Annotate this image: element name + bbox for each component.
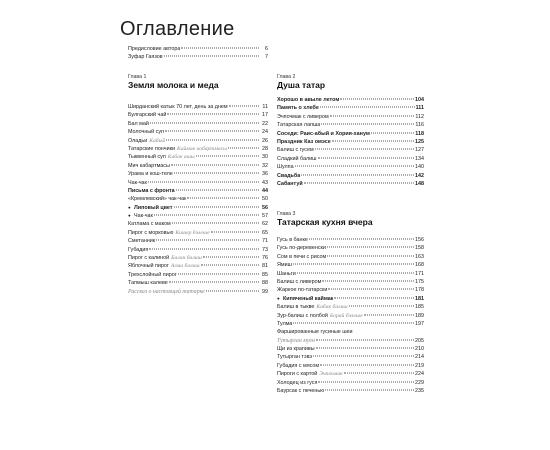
toc-entry-title: «Кремлевский» чак-чак <box>128 196 187 203</box>
toc-entry-page: 7 <box>265 54 268 61</box>
dot-leader <box>309 239 414 240</box>
toc-entry-page: 189 <box>415 312 424 319</box>
toc-entry-title: ●Чак-чак <box>128 212 153 220</box>
dot-leader <box>349 306 414 307</box>
toc-entry-title: Урама и кош-теле <box>128 171 173 178</box>
toc-entry <box>128 179 268 187</box>
toc-entry-title: Пирог с морковью Кишер бэлеше <box>128 229 210 236</box>
toc-entry-title: Шаньги <box>277 270 296 277</box>
dot-leader <box>166 139 259 140</box>
dot-leader <box>176 189 259 190</box>
toc-entry-page: 81 <box>262 263 268 270</box>
toc-entry-title: Сабантуй <box>277 180 303 187</box>
toc-entry <box>277 96 424 104</box>
toc-entry <box>277 312 424 320</box>
toc-entry <box>128 237 268 245</box>
toc-entry-title: Балиш в тыкве Кабак балиш <box>277 304 348 311</box>
toc-entry-page: 17 <box>262 112 268 119</box>
toc-entry-title: Губадия <box>128 246 149 253</box>
toc-entry-page: 178 <box>415 287 424 294</box>
dot-leader <box>206 290 259 291</box>
dot-leader <box>172 223 259 224</box>
dot-leader <box>297 272 414 273</box>
dot-leader <box>318 381 414 382</box>
toc-entry <box>277 253 424 261</box>
toc-entry <box>128 229 268 237</box>
dot-leader <box>201 265 259 266</box>
toc-entry-title: Губадия с мясом <box>277 362 320 369</box>
toc-entry-title: Праздник Каз омэсе <box>277 138 331 145</box>
toc-entry-page: 99 <box>262 288 268 295</box>
toc-entry-page: 197 <box>415 320 424 327</box>
toc-entry-page: 44 <box>262 187 268 194</box>
dot-leader <box>313 356 414 357</box>
chapter-2-title: Душа татар <box>277 80 326 90</box>
dot-leader <box>164 56 259 57</box>
dot-leader <box>187 198 259 199</box>
toc-entry-title: Татарская лапша <box>277 122 321 129</box>
toc-entry <box>277 236 424 244</box>
toc-entry-title: Яблочный пирог Алма балиш <box>128 263 200 270</box>
toc-entry-page: 140 <box>415 164 424 171</box>
toc-entry <box>128 279 268 287</box>
toc-entry <box>128 271 268 279</box>
chapter-3-heading <box>277 211 424 227</box>
dot-leader <box>330 115 415 116</box>
dot-leader <box>304 182 414 183</box>
dot-leader <box>293 264 414 265</box>
toc-entry-title: Трехслойный пирог <box>128 271 177 278</box>
toc-entry-title: Балиш с гусем <box>277 147 314 154</box>
dot-leader <box>148 181 259 182</box>
toc-entry <box>277 320 424 328</box>
dot-leader <box>364 314 414 315</box>
toc-entry-title: Холодец из гуся <box>277 379 318 386</box>
toc-entry <box>277 303 424 311</box>
toc-entry-page: 73 <box>262 246 268 253</box>
toc-entry-title: Оладьи Кабый <box>128 137 166 144</box>
toc-entry <box>277 379 424 387</box>
toc-entry-title: Фаршированные гусиные шеи <box>277 329 353 336</box>
dot-leader <box>316 348 414 349</box>
toc-entry-page: 112 <box>415 113 424 120</box>
toc-entry <box>128 254 268 262</box>
toc-entry-alt-title: Кишер бэлеше <box>175 229 210 236</box>
dot-leader <box>328 289 414 290</box>
toc-entry <box>277 146 424 154</box>
toc-entry-title: Татарские пончики Каймак кабартмасы <box>128 145 227 152</box>
dot-leader <box>154 215 259 216</box>
toc-entry-page: 142 <box>415 172 424 179</box>
toc-entry-page: 65 <box>262 229 268 236</box>
toc-entry-page: 24 <box>262 129 268 136</box>
toc-entry <box>128 153 268 161</box>
toc-entry-title: Бал май <box>128 120 149 127</box>
chapter-2-heading <box>277 74 424 90</box>
toc-entry <box>128 162 268 170</box>
dot-leader <box>332 140 414 141</box>
toc-entry-title: Хорошо в авыле летом <box>277 97 340 103</box>
toc-entry-title: Сладкий балиш <box>277 155 317 162</box>
toc-entry-title: Сметанник <box>128 238 156 245</box>
toc-entry <box>128 170 268 178</box>
toc-entry-page: 185 <box>415 304 424 311</box>
toc-entry <box>277 328 424 336</box>
dot-leader <box>322 280 414 281</box>
dot-leader <box>174 206 260 207</box>
dot-leader <box>169 282 259 283</box>
dot-leader <box>174 173 259 174</box>
toc-entry-title: Мич кабартмасы <box>128 162 170 169</box>
toc-entry-title: Щи из крапивы <box>277 346 315 353</box>
chapter-1-heading <box>128 74 268 90</box>
dot-leader <box>315 149 414 150</box>
toc-entry-page: 111 <box>415 105 424 112</box>
toc-entry-page: 6 <box>265 46 268 52</box>
toc-intro <box>128 45 268 62</box>
toc-entry-title: Чак-чак <box>128 179 147 186</box>
dot-leader <box>293 322 414 323</box>
dot-leader <box>203 257 259 258</box>
toc-entry-page: 104 <box>415 97 424 103</box>
chapter-3-entries <box>277 236 424 395</box>
toc-entry <box>128 195 268 203</box>
toc-entry-title: Зур-балиш с полбой Борай бэлеше <box>277 312 363 319</box>
toc-entry-title: Свадьба <box>277 172 301 179</box>
toc-entry <box>277 130 424 138</box>
toc-entry-page: 168 <box>415 262 424 269</box>
toc-entry <box>277 244 424 252</box>
toc-entry-alt-title: Каймак кабартмасы <box>176 145 227 152</box>
toc-entry-page: 26 <box>262 137 268 144</box>
toc-entry-page: 158 <box>415 245 424 252</box>
toc-entry <box>277 261 424 269</box>
toc-entry-title: Баурсак с печенью <box>277 388 325 395</box>
toc-entry <box>277 113 424 121</box>
toc-entry-title: Тыквенный суп Кабак ашы <box>128 154 195 161</box>
toc-entry-title: Сом в печи с рисом <box>277 253 327 260</box>
toc-entry-title: Жаркое по-татарски <box>277 287 328 294</box>
toc-entry <box>128 103 268 111</box>
dot-leader <box>320 107 415 108</box>
dot-leader <box>211 231 259 232</box>
toc-entry <box>277 121 424 129</box>
toc-entry-page: 76 <box>262 255 268 262</box>
toc-entry-alt-title: Алма балиш <box>170 263 200 270</box>
toc-entry <box>128 45 268 53</box>
toc-entry-title: Тулма <box>277 320 293 327</box>
toc-entry-title: Пирог с калиной Балан балиш <box>128 255 202 262</box>
dot-leader <box>229 106 259 107</box>
toc-entry-page: 125 <box>415 138 424 145</box>
toc-entry-page: 30 <box>262 154 268 161</box>
toc-entry-alt-title: Эчпочмак <box>319 371 343 378</box>
toc-entry-title: Письма с фронта <box>128 187 175 194</box>
toc-entry-page: 224 <box>415 371 424 378</box>
toc-entry-alt-title: Кабый <box>149 137 166 144</box>
dot-leader <box>156 240 259 241</box>
chapter-1-number: Глава 1 <box>128 74 147 80</box>
chapter-2-entries <box>277 96 424 188</box>
toc-entry-title: Гусь в банке <box>277 237 308 243</box>
chapter-2-number: Глава 2 <box>277 74 296 80</box>
toc-entry-title: Предисловие автора <box>128 46 181 52</box>
dot-leader <box>344 373 414 374</box>
dot-leader <box>301 174 414 175</box>
toc-entry-title: Катлама с маком <box>128 221 171 228</box>
toc-entry-alt-title: Кабак ашы <box>167 154 195 161</box>
toc-entry <box>128 204 268 212</box>
toc-entry-title: Тутырган тэвэ <box>277 354 313 361</box>
dot-leader <box>167 114 259 115</box>
toc-entry-page: 175 <box>415 278 424 285</box>
toc-entry <box>277 286 424 294</box>
toc-entry-page: 88 <box>262 280 268 287</box>
toc-entry <box>128 288 268 296</box>
toc-entry <box>277 353 424 361</box>
toc-entry <box>277 295 424 303</box>
toc-entry-title: Соседи: Раис-абый и Хория-ханум <box>277 130 370 137</box>
toc-entry-title: Шулпа <box>277 164 294 171</box>
chapter-3-number: Глава 3 <box>277 211 296 217</box>
dot-leader <box>149 248 259 249</box>
toc-entry-page: 118 <box>415 130 424 137</box>
dot-leader <box>165 131 259 132</box>
toc-entry-title: Пироги с картой Эчпочмак <box>277 371 343 378</box>
toc-entry-page: 134 <box>415 155 424 162</box>
toc-entry-page: 116 <box>415 122 424 129</box>
dot-leader <box>196 156 259 157</box>
toc-entry <box>277 337 424 345</box>
toc-entry <box>128 128 268 136</box>
dot-leader <box>228 147 259 148</box>
dot-leader <box>171 164 259 165</box>
toc-entry-page: 163 <box>415 253 424 260</box>
toc-entry <box>277 370 424 378</box>
toc-entry-title: Память о хлебе <box>277 105 319 112</box>
toc-entry-page: 171 <box>415 270 424 277</box>
dot-leader <box>316 339 414 340</box>
toc-entry-page: 214 <box>415 354 424 361</box>
dot-leader <box>320 364 414 365</box>
dot-leader <box>295 166 414 167</box>
toc-entry <box>277 278 424 286</box>
toc-entry-title: Эчпочмак с ливером <box>277 113 329 120</box>
toc-entry-page: 229 <box>415 379 424 386</box>
chapter-1-title: Земля молока и меда <box>128 80 219 90</box>
toc-entry <box>277 362 424 370</box>
toc-entry <box>128 53 268 61</box>
toc-entry <box>277 172 424 180</box>
dot-leader <box>340 99 414 100</box>
toc-entry-page: 210 <box>415 346 424 353</box>
toc-entry <box>128 220 268 228</box>
toc-entry-page: 71 <box>262 238 268 245</box>
toc-entry <box>128 262 268 270</box>
toc-entry-alt-title: Борай бэлеше <box>329 312 363 319</box>
toc-entry-title: ●Кипяченый каймак <box>277 295 333 303</box>
dot-leader <box>325 390 414 391</box>
toc-entry-page: 181 <box>415 295 424 302</box>
toc-entry-page: 28 <box>262 145 268 152</box>
toc-entry-page: 235 <box>415 388 424 395</box>
toc-entry-page: 85 <box>262 271 268 278</box>
toc-entry-title: ●Липовый цвет <box>128 204 173 212</box>
toc-entry-title: Балиш с ливером <box>277 278 322 285</box>
toc-entry <box>277 155 424 163</box>
toc-entry-title: Ширданский катык 70 лет, день за днем <box>128 104 228 110</box>
toc-entry <box>277 163 424 171</box>
toc-entry <box>277 104 424 112</box>
chapter-3-title: Татарская кухня вчера <box>277 217 373 227</box>
dot-leader <box>150 122 259 123</box>
toc-entry-page: 56 <box>262 204 268 211</box>
toc-entry-alt-title: Кабак балиш <box>316 304 348 311</box>
toc-entry <box>277 180 424 188</box>
toc-entry-page: 57 <box>262 213 268 220</box>
toc-entry-page: 219 <box>415 362 424 369</box>
dot-leader <box>181 48 259 49</box>
dot-leader <box>327 255 414 256</box>
toc-entry-page: 50 <box>262 196 268 203</box>
toc-entry <box>277 387 424 395</box>
chapter-1-entries <box>128 103 268 296</box>
toc-entry-title: Тапмыш калеве <box>128 280 168 287</box>
dot-leader <box>371 132 414 133</box>
toc-entry-title: Рассказ о настоящей татарке <box>128 288 205 295</box>
dot-leader <box>327 247 414 248</box>
toc-entry-title: Булгарский чай <box>128 112 167 119</box>
toc-entry <box>128 120 268 128</box>
toc-entry-page: 205 <box>415 337 424 344</box>
toc-entry-page: 43 <box>262 179 268 186</box>
toc-entry-page: 22 <box>262 120 268 127</box>
toc-entry <box>277 138 424 146</box>
toc-entry-title: Зуфар Гаязов <box>128 54 163 61</box>
dot-leader <box>178 273 259 274</box>
toc-entry <box>128 145 268 153</box>
dot-leader <box>334 297 414 298</box>
page-title: Оглавление <box>120 18 235 40</box>
toc-entry-page: 148 <box>415 180 424 187</box>
toc-entry-page: 11 <box>262 104 268 110</box>
toc-entry <box>277 345 424 353</box>
toc-entry-title: Тутырган муен <box>277 337 315 344</box>
toc-entry-page: 36 <box>262 171 268 178</box>
dot-leader <box>318 157 414 158</box>
toc-entry-alt-title: Балан балиш <box>171 255 202 262</box>
toc-entry <box>128 137 268 145</box>
toc-entry-title: Молочный суп <box>128 129 164 136</box>
toc-entry-title: Гусь по-деревенски <box>277 245 326 252</box>
toc-entry-page: 156 <box>415 237 424 243</box>
toc-entry-title: Ямиш <box>277 262 292 269</box>
toc-entry-page: 32 <box>262 162 268 169</box>
toc-entry <box>128 212 268 220</box>
toc-entry-page: 62 <box>262 221 268 228</box>
toc-entry-page: 127 <box>415 147 424 154</box>
toc-entry <box>128 187 268 195</box>
toc-entry <box>128 111 268 119</box>
dot-leader <box>321 124 414 125</box>
toc-entry <box>128 246 268 254</box>
toc-entry <box>277 270 424 278</box>
